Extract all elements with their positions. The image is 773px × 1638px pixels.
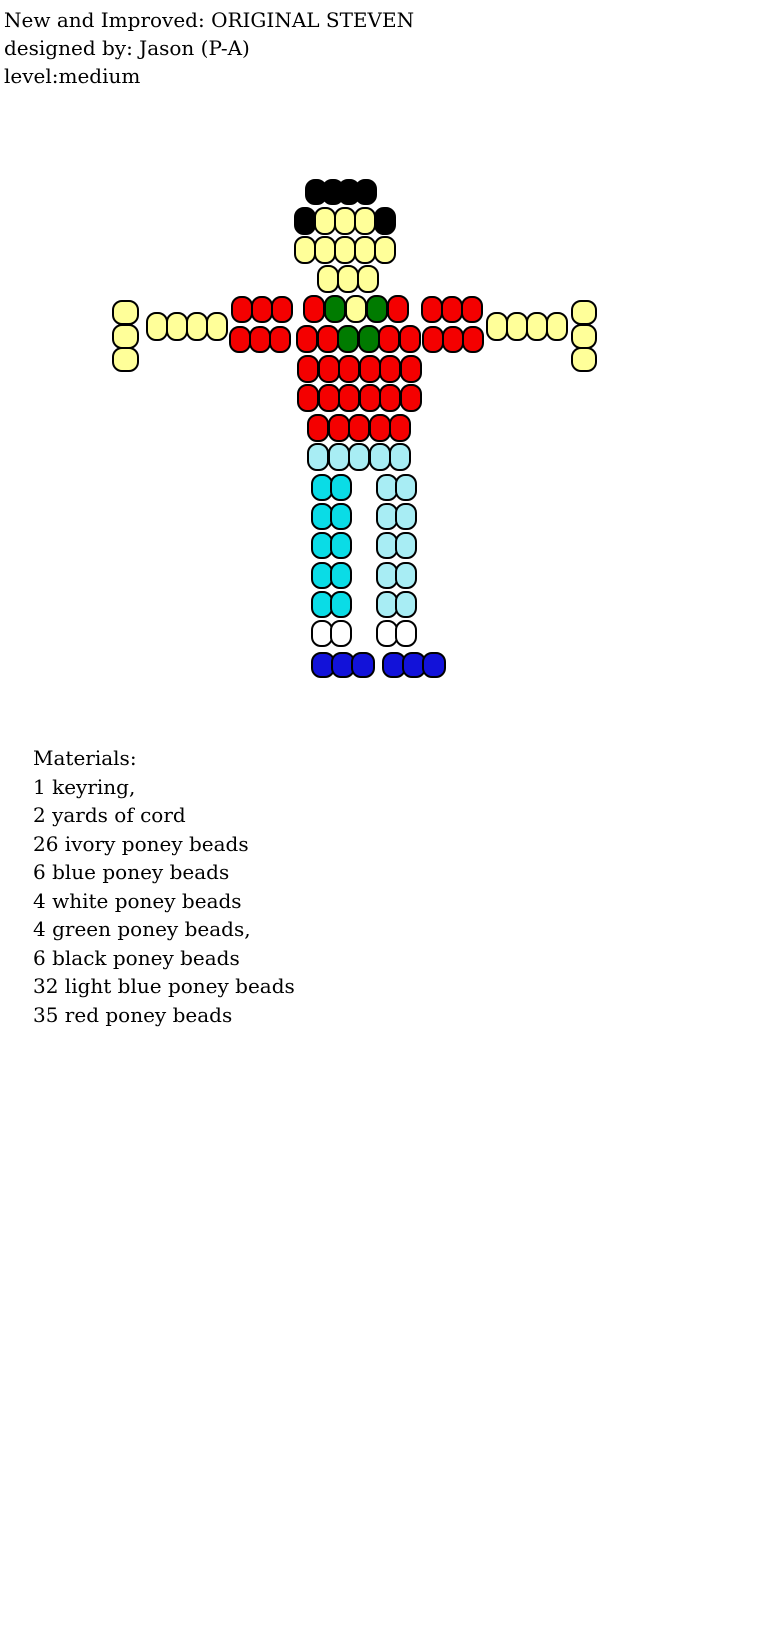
face-row-1-bead [334,207,356,235]
chest-row-2-bead [317,325,339,353]
left-hand-bead [112,324,139,349]
material-item-white-beads: 4 white poney beads [33,888,242,913]
left-arm-bead [166,312,188,341]
material-item-ivory-beads: 26 ivory poney beads [33,831,249,856]
face-row-2-bead [354,236,376,264]
torso-row-4-bead [379,384,401,412]
pattern-title: New and Improved: ORIGINAL STEVEN [4,8,415,32]
left-arm-bead [206,312,228,341]
chest-top-bead [324,295,346,323]
left-leg-1-bead [330,474,352,501]
material-item-cord: 2 yards of cord [33,803,186,827]
right-shoulder-bottom-bead [442,326,464,353]
torso-row-3-bead [359,355,381,383]
torso-row-5-bead [328,414,350,442]
left-arm-bead [146,312,168,341]
torso-row-4-bead [400,384,422,412]
chest-top-bead [387,295,409,323]
right-shoulder-top-bead [441,296,463,323]
left-leg-4-bead [330,562,352,589]
chest-row-2-bead [358,325,380,353]
right-arm-bead [506,312,528,341]
face-row-2-bead [314,236,336,264]
chest-row-2-bead [399,325,421,353]
face-row-2-bead [374,236,396,264]
torso-row-4-bead [318,384,340,412]
right-leg-1-bead [395,474,417,501]
hair-row-bead [355,179,377,205]
right-leg-5-bead [395,591,417,618]
chin-row-bead [317,265,339,293]
right-hand-bead [571,300,597,325]
pattern-level: level:medium [4,64,141,88]
left-shoulder-bottom-bead [269,326,291,353]
torso-row-5-bead [348,414,370,442]
left-hand-bead [112,347,139,372]
torso-row-3-bead [400,355,422,383]
material-item-blue-beads: 6 blue poney beads [33,860,230,884]
chin-row-bead [337,265,359,293]
chest-top-bead [303,295,325,323]
chest-top-bead [366,295,388,323]
material-item-green-beads: 4 green poney beads, [33,917,251,941]
torso-row-5-bead [369,414,391,442]
chest-row-2-bead [337,325,359,353]
material-item-red-beads: 35 red poney beads [33,1002,233,1027]
face-row-1-bead [294,207,316,235]
torso-row-4-bead [297,384,319,412]
right-shoulder-top-bead [421,296,443,323]
face-row-1-bead [354,207,376,235]
right-shoulder-bottom-bead [462,326,484,353]
left-leg-5-bead [330,591,352,618]
left-shoulder-top-bead [231,296,253,323]
right-arm-bead [486,312,508,341]
face-row-2-bead [334,236,356,264]
left-shoulder-top-bead [271,296,293,323]
torso-row-3-bead [318,355,340,383]
right-leg-4-bead [395,562,417,589]
face-row-1-bead [314,207,336,235]
right-arm-bead [526,312,548,341]
right-arm-bead [546,312,568,341]
torso-row-3-bead [379,355,401,383]
torso-row-4-bead [359,384,381,412]
left-leg-3-bead [330,532,352,559]
chest-top-bead [345,295,367,323]
right-hand-bead [571,324,597,349]
right-foot-bead [422,652,446,678]
left-hand-bead [112,300,139,325]
hip-row-bead [307,443,329,471]
chin-row-bead [357,265,379,293]
materials-title: Materials: [33,746,137,770]
right-shoulder-top-bead [461,296,483,323]
torso-row-5-bead [307,414,329,442]
left-ankle-bead [330,620,352,647]
face-row-1-bead [374,207,396,235]
torso-row-3-bead [338,355,360,383]
right-leg-3-bead [395,532,417,559]
chest-row-2-bead [378,325,400,353]
face-row-2-bead [294,236,316,264]
material-item-lightblue-beads: 32 light blue poney beads [33,974,295,998]
material-item-keyring: 1 keyring, [33,774,136,799]
pattern-designer: designed by: Jason (P-A) [4,36,250,60]
hip-row-bead [389,443,411,471]
right-hand-bead [571,347,597,372]
left-shoulder-bottom-bead [249,326,271,353]
left-foot-bead [351,652,375,678]
hip-row-bead [369,443,391,471]
right-shoulder-bottom-bead [422,326,444,353]
torso-row-5-bead [389,414,411,442]
materials-list [33,744,295,1029]
hip-row-bead [348,443,370,471]
left-shoulder-top-bead [251,296,273,323]
hip-row-bead [328,443,350,471]
chest-row-2-bead [296,325,318,353]
right-leg-2-bead [395,503,417,530]
left-shoulder-bottom-bead [229,326,251,353]
torso-row-3-bead [297,355,319,383]
left-leg-2-bead [330,503,352,530]
torso-row-4-bead [338,384,360,412]
right-ankle-bead [395,620,417,647]
material-item-black-beads: 6 black poney beads [33,945,240,970]
left-arm-bead [186,312,208,341]
